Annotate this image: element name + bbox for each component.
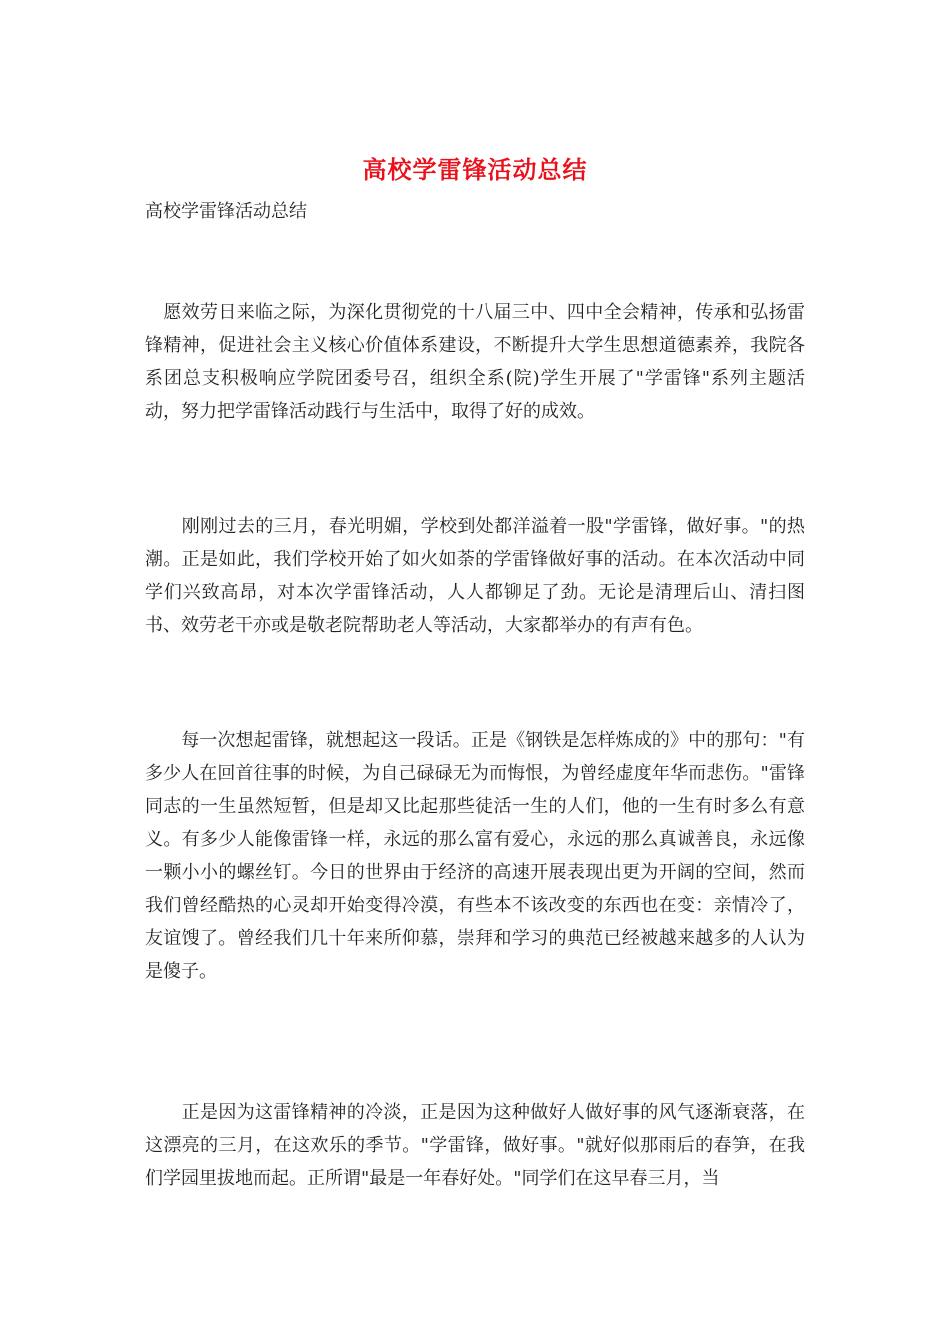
paragraph-2: 刚刚过去的三月，春光明媚，学校到处都洋溢着一股"学雷锋，做好事。"的热潮。正是如此，我们学校开始了如火如荼的学雷锋做好事的活动。在本次活动中同学们兴致高昂，对本次学雷锋活动，人人都铆足了劲。无论是清理后山、清扫图书、效劳老干亦或是敬老院帮助老人等活动，大家都举办的有声有色。 <box>145 516 805 636</box>
paragraph-1: 愿效劳日来临之际，为深化贯彻党的十八届三中、四中全会精神，传承和弘扬雷锋精神，促进社会主义核心价值体系建设，不断提升大学生思想道德素养，我院各系团总支积极响应学院团委号召，组织全系(院)学生开展了"学雷锋"系列主题活动，努力把学雷锋活动践行与生活中，取得了好的成效。 <box>145 302 805 422</box>
paragraph-3: 每一次想起雷锋，就想起这一段话。正是《钢铁是怎样炼成的》中的那句："有多少人在回首往事的时候，为自己碌碌无为而悔恨，为曾经虚度年华而悲伤。"雷锋同志的一生虽然短暂，但是却又比起那些徒活一生的人们，他的一生有时多么有意义。有多少人能像雷锋一样，永远的那么富有爱心，永远的那么真诚善良，永远像一颗小小的螺丝钉。今日的世界由于经济的高速开展表现出更为开阔的空间，然而我们曾经酷热的心灵却开始变得冷漠，有些本不该改变的东西也在变：亲情冷了，友谊馊了。曾经我们几十年来所仰慕，崇拜和学习的典范已经被越来越多的人认为是傻子。 <box>145 730 805 982</box>
paragraph-4: 正是因为这雷锋精神的冷淡，正是因为这种做好人做好事的风气逐渐衰落，在这漂亮的三月，在这欢乐的季节。"学雷锋，做好事。"就好似那雨后的春笋，在我们学园里拔地而起。正所谓"最是一年春好处。"同学们在这早春三月，当 <box>145 1102 805 1189</box>
document-subtitle: 高校学雷锋活动总结 <box>145 201 307 222</box>
document-title: 高校学雷锋活动总结 <box>362 155 588 184</box>
